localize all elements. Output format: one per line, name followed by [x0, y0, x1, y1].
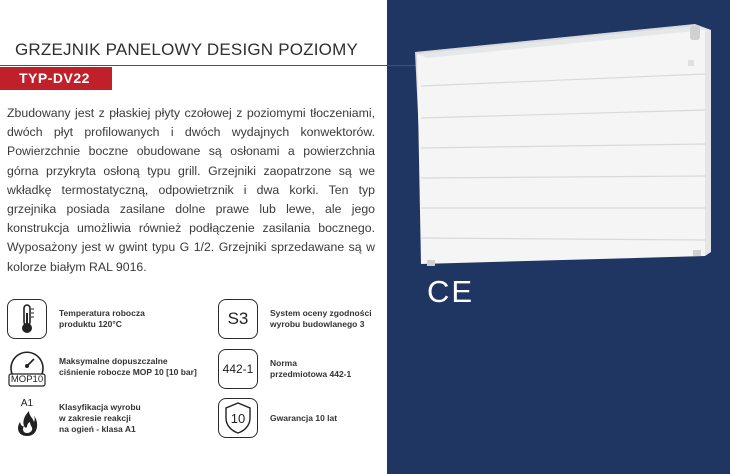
feature-fire-text — [59, 402, 141, 435]
ce-mark: CE — [427, 274, 475, 309]
feature-pressure-text — [59, 356, 197, 378]
feature-temperature-line2: produktu 120°C — [59, 319, 122, 329]
radiator-right-foot — [693, 250, 701, 256]
feature-warranty-line1: Gwarancja 10 lat — [270, 412, 338, 423]
norm-label: 442-1 — [222, 362, 254, 376]
radiator-left-foot — [427, 260, 435, 266]
warranty-shield-icon — [218, 398, 258, 438]
s3-label: S3 — [227, 309, 249, 328]
fire-class-label: A1 — [20, 398, 34, 409]
feature-temperature-text — [59, 308, 145, 330]
feature-temperature-line1: Temperatura robocza — [59, 308, 145, 318]
feature-pressure-line2: ciśnienie robocze MOP 10 [10 bar] — [59, 367, 197, 377]
feature-fire-line2: w zakresie reakcji — [59, 412, 131, 423]
flame-icon — [7, 398, 47, 438]
warranty-years-label: 10 — [230, 410, 246, 426]
feature-fire — [7, 398, 141, 438]
product-title: GRZEJNIK PANELOWY DESIGN POZIOMY — [15, 40, 358, 59]
feature-system-line2: wyrobu budowlanego 3 — [270, 319, 365, 329]
feature-norm-line2: przedmiotowa 442-1 — [270, 369, 352, 379]
feature-norm-line1: Norma — [270, 358, 297, 368]
radiator-image — [405, 14, 720, 272]
feature-temperature — [7, 299, 145, 339]
radiator-valve — [690, 26, 700, 40]
norm-icon — [218, 349, 258, 389]
feature-system-line1: System oceny zgodności — [270, 308, 372, 318]
s3-icon — [218, 299, 258, 339]
feature-fire-line3: na ogień - klasa A1 — [59, 423, 136, 434]
feature-system — [218, 299, 372, 339]
radiator-plug — [688, 60, 694, 66]
thermometer-icon — [7, 299, 47, 339]
mop-label: MOP10 — [10, 374, 44, 385]
feature-warranty — [218, 398, 337, 438]
pressure-gauge-icon — [7, 347, 47, 387]
feature-pressure — [7, 347, 197, 387]
feature-norm — [218, 349, 351, 389]
feature-warranty-text — [270, 413, 337, 424]
feature-pressure-line1: Maksymalne dopuszczalne — [59, 356, 168, 366]
product-description: Zbudowany jest z płaskiej płyty czołowej z poziomymi tłoczeniami, dwóch płyt profilowanych i dwóch wydajnych konwektorów. Powierzchnie boczne obudowane są osłonami a powierzchnia górna przykryta osłoną typu grill. Grzejniki zaopatrzone są we wkładkę termostatyczną, odpowietrznik i dwa korki. Ten typ grzejnika posiada zasilane dolne prawe lub lewe, ale jego konstrukcja umożliwia również podłączenie zasilania bocznego. Wyposażony jest w gwint typu G 1/2. Grzejniki sprzedawane są w kolorze białym RAL 9016. — [7, 106, 375, 274]
feature-fire-line1: Klasyfikacja wyrobu — [59, 401, 141, 412]
feature-system-text — [270, 308, 372, 330]
feature-norm-text — [270, 358, 351, 380]
type-badge: TYP-DV22 — [0, 67, 112, 90]
